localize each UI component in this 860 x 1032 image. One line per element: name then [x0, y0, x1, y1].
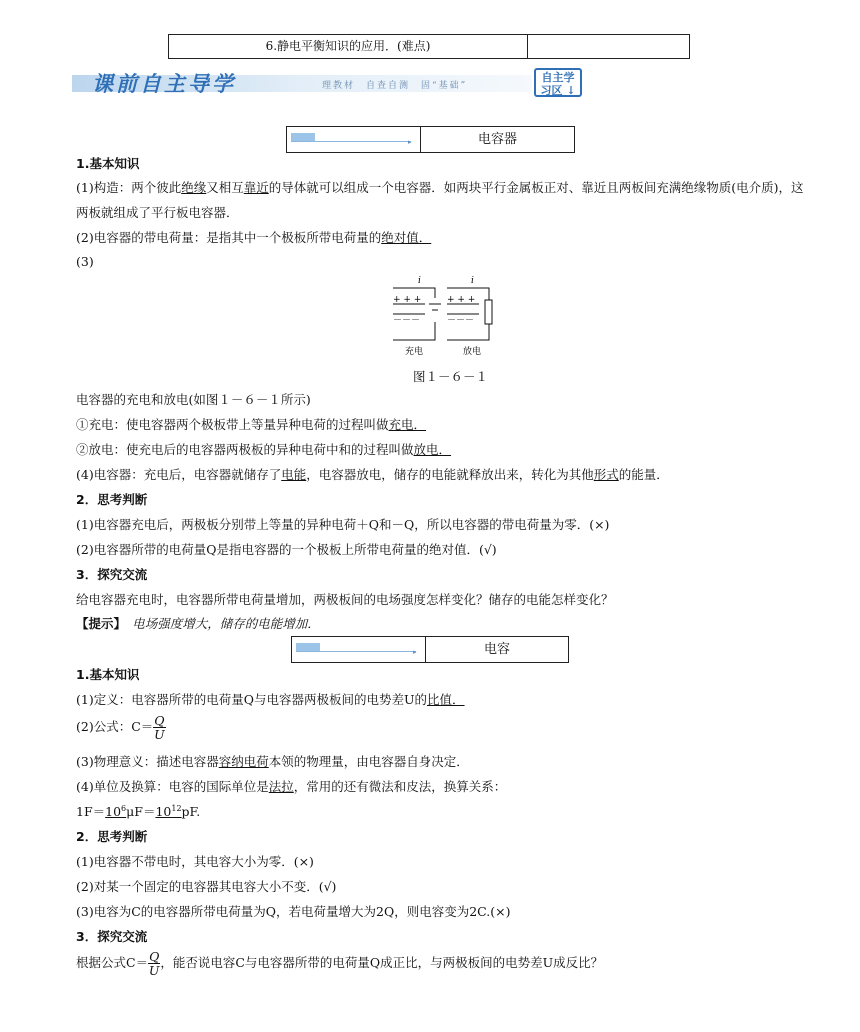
- paragraph: (3)物理意义：描述电容器容纳电荷本领的物理量，由电容器自身决定．: [76, 754, 469, 769]
- hint: 【提示】 电场强度增大，储存的电能增加．: [76, 616, 320, 631]
- down-arrow-icon: ↓: [566, 84, 576, 97]
- judgement: (1)电容器充电后，两极板分别带上等量的异种电荷＋Q和－Q，所以电容器的带电荷量为零．(×): [76, 517, 610, 532]
- figure-caption: 图１－６－１: [413, 369, 489, 384]
- paragraph: (3): [76, 254, 94, 269]
- paragraph: 电容器的充电和放电(如图１－６－１所示): [76, 392, 311, 407]
- judgement: (3)电容为C的电容器所带电荷量为Q，若电荷量增大为2Q，则电容变为2C.(×): [76, 904, 511, 919]
- paragraph: ①充电：使电容器两个极板带上等量异种电荷的过程叫做充电．: [76, 417, 427, 432]
- section-tag: ▸: [292, 637, 426, 662]
- heading: 2．思考判断: [76, 492, 148, 507]
- formula: (2)公式：C＝ $\frac{Q}{U}$: [76, 713, 165, 742]
- section-title-box: [286, 126, 575, 153]
- objective-table: [168, 34, 690, 59]
- judgement: (2)电容器所带的电荷量Q是指电容器的一个极板上所带电荷量的绝对值．(√): [76, 542, 497, 557]
- svg-text:+ + +: + + +: [393, 295, 422, 305]
- paragraph: (4)单位及换算：电容的国际单位是法拉，常用的还有微法和皮法，换算关系：: [76, 779, 507, 794]
- section-title: 电容器: [477, 132, 517, 147]
- heading: 1.基本知识: [76, 667, 140, 682]
- section-tag: ▸: [287, 127, 421, 152]
- label-discharge: 放电: [463, 347, 482, 357]
- paragraph: (2)电容器的带电荷量：是指其中一个极板所带电荷量的绝对值．: [76, 230, 432, 245]
- circuit-diagram: [385, 274, 497, 360]
- current-label: i: [418, 276, 421, 286]
- heading: 3．探究交流: [76, 567, 148, 582]
- svg-text:－－－: －－－: [447, 316, 475, 326]
- current-label: i: [471, 276, 474, 286]
- question: 给电容器充电时，电容器所带电荷量增加，两极板间的电场强度怎样变化？储存的电能怎样变化？: [76, 592, 614, 607]
- banner-badge: 自主学 习区 ↓: [534, 68, 582, 97]
- paragraph: (4)电容器：充电后，电容器就储存了电能，电容器放电，储存的电能就释放出来，转化为其他形式的能量．: [76, 467, 669, 482]
- label-charge: 充电: [405, 347, 424, 357]
- section-title: 电容: [483, 642, 510, 657]
- svg-text:－－－: －－－: [393, 316, 421, 326]
- paragraph: 两板就组成了平行板电容器．: [76, 205, 239, 220]
- objective-cell: 6.静电平衡知识的应用．(难点): [169, 35, 528, 58]
- paragraph: (1)构造：两个彼此绝缘又相互靠近的导体就可以组成一个电容器．如两块平行金属板正对、靠近且两板间充满绝缘物质(电介质)，这: [76, 180, 804, 195]
- svg-text:+ + +: + + +: [447, 295, 476, 305]
- judgement: (1)电容器不带电时，其电容大小为零．(×): [76, 854, 314, 869]
- heading: 3．探究交流: [76, 929, 148, 944]
- unit-conversion: $1F=10^6\mu F=10^{12}pF$.: [76, 803, 201, 819]
- heading: 1.基本知识: [76, 156, 140, 171]
- question: 根据公式C＝ $\frac{Q}{U}$ ，能否说电容C与电容器所带的电荷量Q成正比，与两极板间的电势差U成反比？: [76, 949, 604, 978]
- section-title-box: [291, 636, 569, 663]
- banner-subtitle: 理教材 自查自测 固“基础”: [322, 81, 468, 91]
- paragraph: (1)定义：电容器所带的电荷量Q与电容器两极板间的电势差U的比值．: [76, 692, 465, 707]
- section-banner: [72, 66, 588, 98]
- heading: 2．思考判断: [76, 829, 148, 844]
- banner-title: 课前自主导学: [92, 71, 236, 96]
- judgement: (2)对某一个固定的电容器其电容大小不变．(√): [76, 879, 337, 894]
- paragraph: ②放电：使充电后的电容器两极板的异种电荷中和的过程叫做放电．: [76, 442, 452, 457]
